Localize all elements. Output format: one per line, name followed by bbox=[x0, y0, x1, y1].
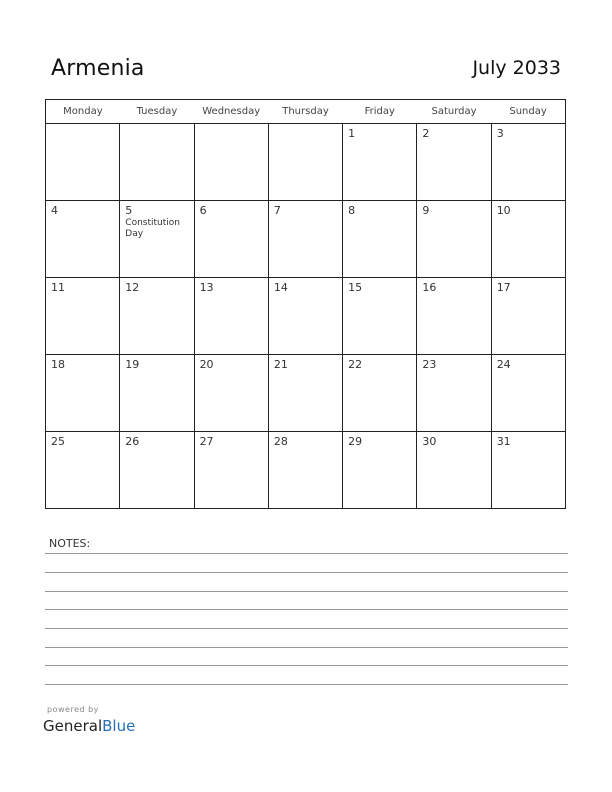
day-number: 27 bbox=[199, 435, 214, 448]
day-cell bbox=[46, 432, 120, 509]
day-cell bbox=[194, 432, 268, 509]
day-cell bbox=[268, 201, 342, 278]
day-cell bbox=[417, 124, 491, 201]
day-cell bbox=[417, 355, 491, 432]
holiday-label: Constitution Day bbox=[125, 218, 180, 239]
calendar-body bbox=[46, 124, 566, 509]
day-cell bbox=[417, 432, 491, 509]
weekday-header: Saturday bbox=[417, 100, 491, 124]
day-number: 28 bbox=[273, 435, 288, 448]
brand-general: General bbox=[43, 717, 103, 735]
week-row bbox=[46, 355, 566, 432]
day-cell bbox=[491, 278, 565, 355]
day-cell bbox=[194, 355, 268, 432]
day-number: 3 bbox=[496, 127, 504, 140]
day-number: 21 bbox=[273, 358, 288, 371]
day-number: 23 bbox=[422, 358, 437, 371]
day-number: 7 bbox=[273, 204, 281, 217]
brand-blue: Blue bbox=[102, 717, 136, 735]
day-number: 2 bbox=[422, 127, 430, 140]
day-number: 13 bbox=[199, 281, 214, 294]
day-number: 8 bbox=[348, 204, 356, 217]
weekday-header: Friday bbox=[343, 100, 417, 124]
week-row bbox=[46, 124, 566, 201]
note-line bbox=[45, 647, 568, 648]
day-cell bbox=[120, 124, 194, 201]
day-number: 10 bbox=[496, 204, 511, 217]
day-cell bbox=[491, 124, 565, 201]
note-line bbox=[45, 591, 568, 592]
day-cell bbox=[343, 432, 417, 509]
day-cell bbox=[343, 124, 417, 201]
week-row bbox=[46, 432, 566, 509]
week-row bbox=[46, 278, 566, 355]
powered-by-text: powered by bbox=[47, 705, 99, 714]
day-number: 25 bbox=[51, 435, 65, 448]
day-cell bbox=[120, 355, 194, 432]
day-cell bbox=[268, 124, 342, 201]
day-number: 16 bbox=[422, 281, 437, 294]
day-number: 1 bbox=[348, 127, 356, 140]
day-cell bbox=[194, 278, 268, 355]
day-number: 18 bbox=[51, 358, 65, 371]
day-number: 22 bbox=[348, 358, 363, 371]
day-number: 29 bbox=[348, 435, 363, 448]
calendar-grid bbox=[45, 99, 566, 509]
day-number: 30 bbox=[422, 435, 437, 448]
day-cell bbox=[120, 432, 194, 509]
note-line bbox=[45, 609, 568, 610]
day-number: 15 bbox=[348, 281, 363, 294]
weekday-header: Wednesday bbox=[194, 100, 268, 124]
brand-logo bbox=[43, 717, 135, 735]
day-cell bbox=[194, 201, 268, 278]
day-number: 12 bbox=[125, 281, 140, 294]
day-cell bbox=[120, 278, 194, 355]
weekday-header: Tuesday bbox=[120, 100, 194, 124]
day-cell bbox=[268, 432, 342, 509]
day-number: 31 bbox=[496, 435, 511, 448]
country-title: Armenia bbox=[51, 56, 145, 81]
day-cell bbox=[46, 278, 120, 355]
week-row bbox=[46, 201, 566, 278]
day-cell bbox=[268, 355, 342, 432]
day-number: 24 bbox=[496, 358, 511, 371]
notes-label: NOTES: bbox=[49, 537, 91, 550]
day-cell bbox=[343, 355, 417, 432]
day-cell bbox=[194, 124, 268, 201]
month-year-title: July 2033 bbox=[472, 57, 561, 79]
note-line bbox=[45, 684, 568, 685]
day-cell bbox=[343, 278, 417, 355]
day-number: 4 bbox=[51, 204, 58, 217]
day-number: 5 bbox=[125, 204, 133, 217]
day-number: 14 bbox=[273, 281, 288, 294]
day-cell bbox=[417, 278, 491, 355]
day-number: 11 bbox=[51, 281, 65, 294]
day-cell bbox=[491, 355, 565, 432]
weekday-header: Monday bbox=[46, 100, 120, 124]
weekday-header: Sunday bbox=[491, 100, 565, 124]
day-cell bbox=[343, 201, 417, 278]
day-cell bbox=[417, 201, 491, 278]
day-cell bbox=[46, 201, 120, 278]
day-number: 19 bbox=[125, 358, 140, 371]
day-cell bbox=[491, 201, 565, 278]
note-line bbox=[45, 665, 568, 666]
day-cell bbox=[46, 355, 120, 432]
day-cell bbox=[491, 432, 565, 509]
day-cell bbox=[268, 278, 342, 355]
note-line bbox=[45, 628, 568, 629]
day-cell bbox=[46, 124, 120, 201]
note-line bbox=[45, 553, 568, 554]
day-number: 6 bbox=[199, 204, 207, 217]
day-number: 17 bbox=[496, 281, 511, 294]
weekday-header-row bbox=[46, 100, 566, 124]
day-number: 26 bbox=[125, 435, 140, 448]
day-number: 20 bbox=[199, 358, 214, 371]
day-number: 9 bbox=[422, 204, 430, 217]
note-line bbox=[45, 572, 568, 573]
weekday-header: Thursday bbox=[268, 100, 342, 124]
day-cell bbox=[120, 201, 194, 278]
